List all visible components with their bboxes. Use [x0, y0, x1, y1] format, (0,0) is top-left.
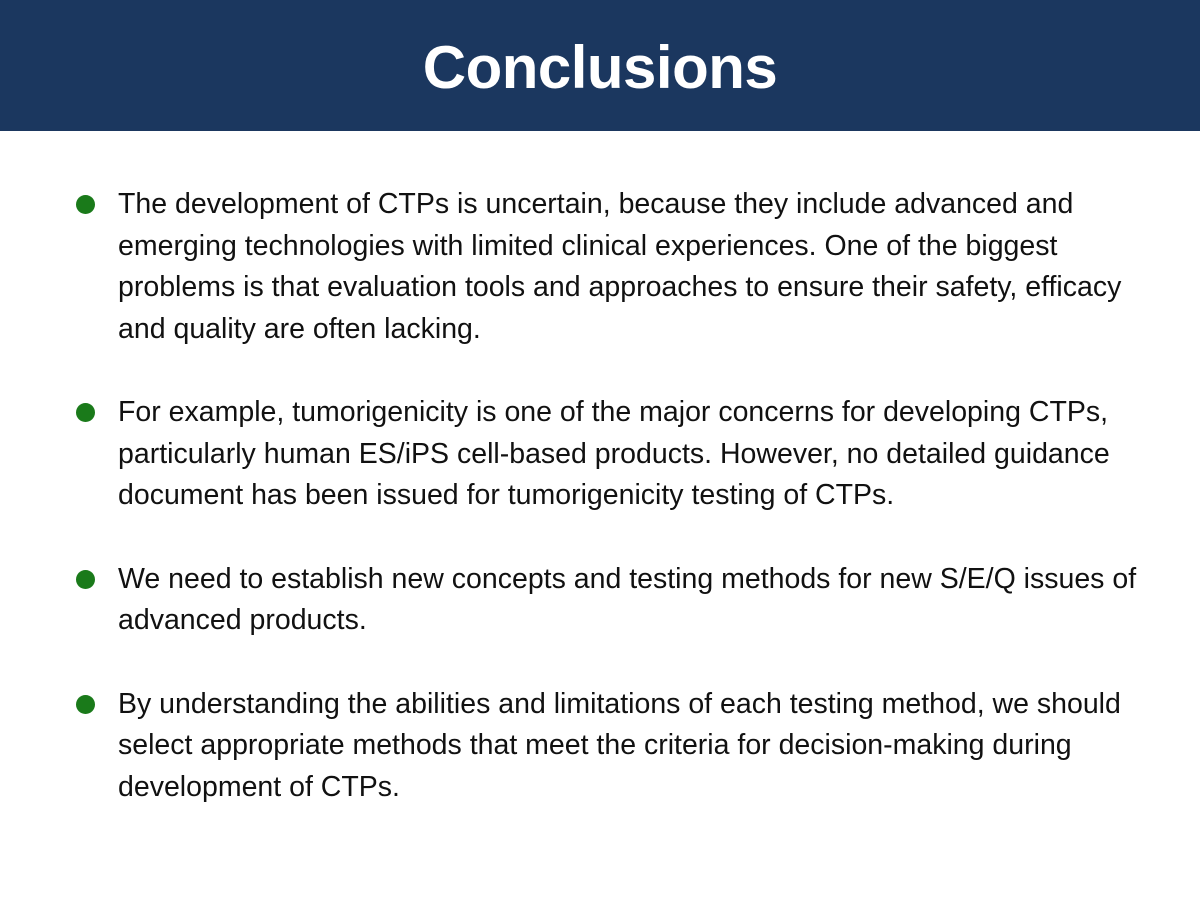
bullet-text: We need to establish new concepts and testing methods for new S/E/Q issues of advanced products.	[118, 562, 1137, 636]
bullet-dot-icon	[76, 695, 95, 714]
slide-title: Conclusions	[422, 34, 778, 101]
bullet-list	[0, 184, 1200, 850]
bullet-item	[0, 684, 1200, 809]
bullet-dot-icon	[76, 195, 95, 214]
bullet-item	[0, 184, 1200, 350]
bullet-dot-icon	[76, 570, 95, 589]
bullet-dot-icon	[76, 403, 95, 422]
bullet-text: The development of CTPs is uncertain, because they include advanced and emerging technologies with limited clinical experiences. One of the biggest problems is that evaluation tools and approaches to ensure their safety, efficacy and quality are often lacking.	[118, 188, 1122, 345]
bullet-item	[0, 559, 1200, 642]
bullet-text: For example, tumorigenicity is one of the major concerns for developing CTPs, particularly human ES/iPS cell-based products. However, no detailed guidance document has been issued for tumorigenicity testing of CTPs.	[118, 396, 1110, 511]
bullet-item	[0, 392, 1200, 517]
title-bar	[0, 0, 1200, 131]
bullet-text: By understanding the abilities and limitations of each testing method, we should select appropriate methods that meet the criteria for decision-making during development of CTPs.	[118, 687, 1121, 803]
